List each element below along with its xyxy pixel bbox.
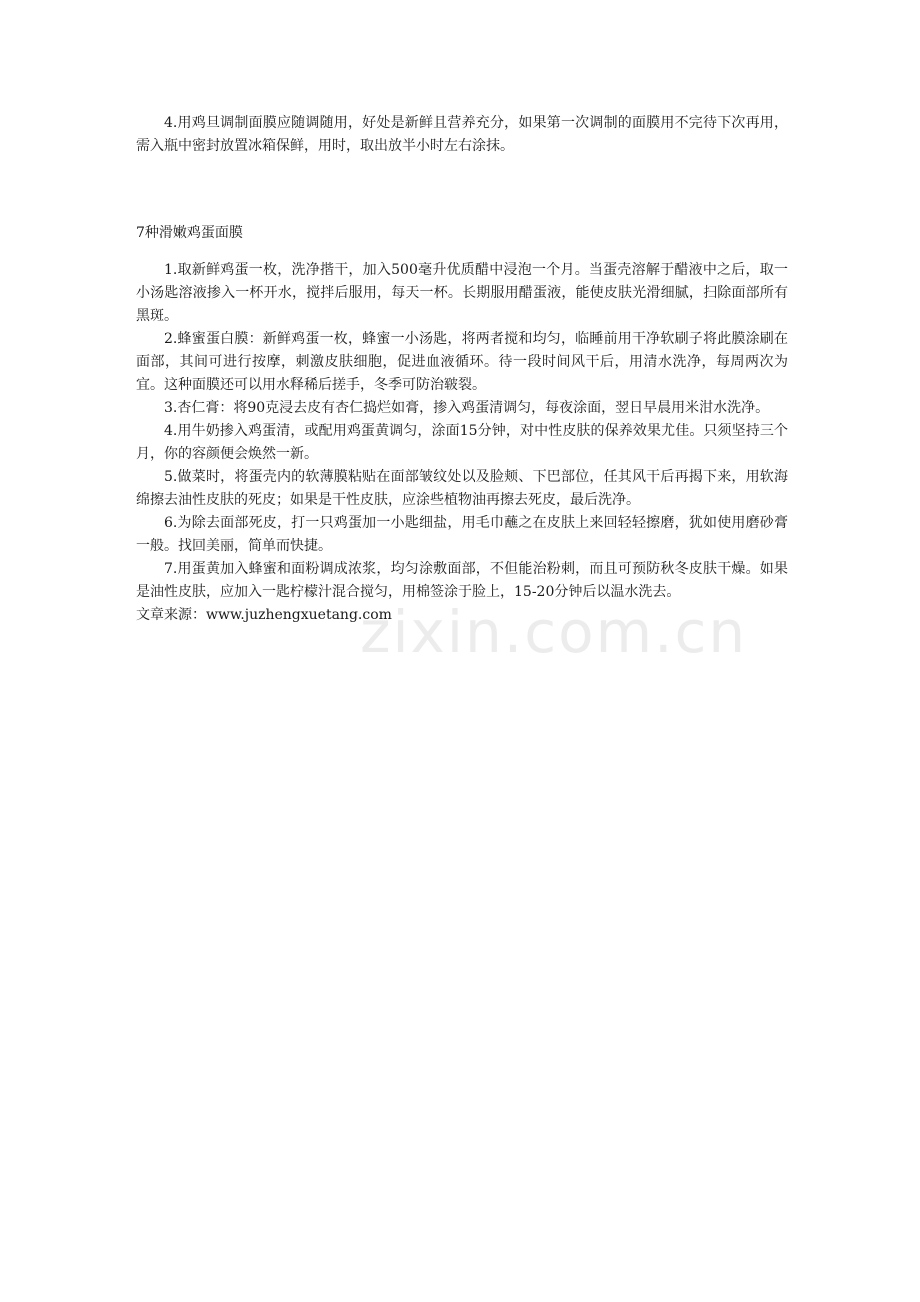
list-item: 3.杏仁膏：将90克浸去皮有杏仁捣烂如膏，掺入鸡蛋清调匀，每夜涂面，翌日早晨用米泔水洗净。 [164,400,770,416]
spacer [136,245,788,259]
section-title: 7种滑嫩鸡蛋面膜 [136,225,243,241]
list-item: 5.做菜时，将蛋壳内的软薄膜粘贴在面部皱纹处以及脸颊、下巴部位，任其风干后再揭下来，用软海绵擦去油性皮肤的死皮；如果是干性皮肤，应涂些植物油再擦去死皮，最后洗净。 [136,469,788,508]
spacer [136,158,788,222]
document-body [136,112,788,627]
list-item: 4.用牛奶掺入鸡蛋清，或配用鸡蛋黄调匀，涂面15分钟，对中性皮肤的保养效果尤佳。只须坚持三个月，你的容颜便会焕然一新。 [136,423,788,462]
intro-paragraph: 4.用鸡旦调制面膜应随调随用，好处是新鲜且营养充分，如果第一次调制的面膜用不完待下次再用，需入瓶中密封放置冰箱保鲜，用时，取出放半小时左右涂抹。 [136,115,788,154]
watermark: zixin.com.cn [360,598,748,666]
list-item: 6.为除去面部死皮，打一只鸡蛋加一小匙细盐，用毛巾蘸之在皮肤上来回轻轻擦磨，犹如使用磨砂膏一般。找回美丽，简单而快捷。 [136,515,788,554]
list-item: 7.用蛋黄加入蜂蜜和面粉调成浓浆，均匀涂敷面部，不但能治粉刺，而且可预防秋冬皮肤干燥。如果是油性皮肤，应加入一匙柠檬汁混合搅匀，用棉签涂于脸上，15-20分钟后以温水洗去。 [136,561,788,600]
list-item: 1.取新鲜鸡蛋一枚，洗净揩干，加入500毫升优质醋中浸泡一个月。当蛋壳溶解于醋液中之后，取一小汤匙溶液掺入一杯开水，搅拌后服用，每天一杯。长期服用醋蛋液，能使皮肤光滑细腻，扫除面部所有黑斑。 [136,262,788,324]
source-line: 文章来源：www.juzhengxuetang.com [136,607,392,623]
list-item: 2.蜂蜜蛋白膜：新鲜鸡蛋一枚，蜂蜜一小汤匙，将两者搅和均匀，临睡前用干净软刷子将此膜涂刷在面部，其间可进行按摩，刺激皮肤细胞，促进血液循环。待一段时间风干后，用清水洗净，每周两次为宜。这种面膜还可以用水释稀后搓手，冬季可防治皲裂。 [136,331,788,393]
